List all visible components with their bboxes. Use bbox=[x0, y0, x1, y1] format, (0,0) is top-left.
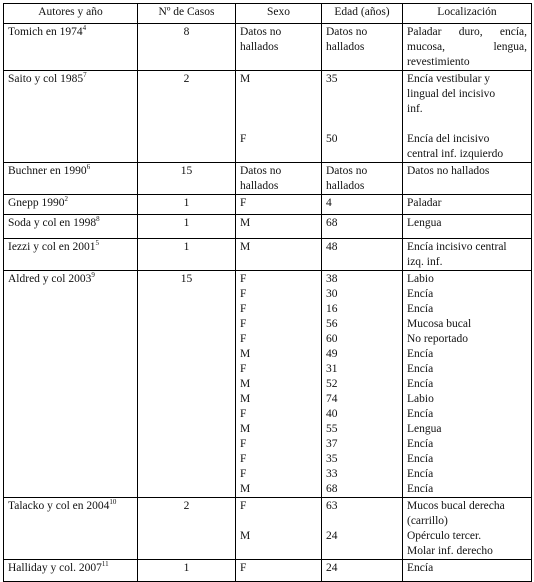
location-value: Encía bbox=[407, 408, 434, 420]
blank-line bbox=[240, 514, 317, 529]
location-value: Datos no hallados bbox=[407, 165, 490, 177]
sex-value: hallados bbox=[240, 180, 279, 192]
author-name: Tomich en 1974 bbox=[8, 26, 83, 38]
table-row bbox=[4, 239, 532, 271]
author-name: Saito y col 1985 bbox=[8, 73, 84, 85]
sex-cell bbox=[236, 195, 322, 215]
location-value: Labio bbox=[407, 273, 434, 285]
sex-value: M bbox=[240, 217, 251, 229]
author-name: Iezzi y col en 2001 bbox=[8, 241, 96, 253]
location-value: Opérculo tercer. bbox=[407, 530, 482, 542]
age-value: 49 bbox=[326, 348, 338, 360]
location-value: Encía bbox=[407, 348, 434, 360]
author-name: Talacko y col en 2004 bbox=[8, 500, 110, 512]
location-value: (carrillo) bbox=[407, 515, 448, 527]
location-value: izq. inf. bbox=[407, 256, 443, 268]
sex-value: F bbox=[240, 468, 247, 480]
location-value: Encía bbox=[407, 303, 434, 315]
age-value: hallados bbox=[326, 180, 365, 192]
reference-number: 6 bbox=[86, 163, 91, 172]
author-cell bbox=[4, 215, 138, 239]
location-cell bbox=[403, 498, 532, 560]
table-row bbox=[4, 498, 532, 560]
age-value: 35 bbox=[326, 73, 338, 85]
header-edad: Edad (años) bbox=[322, 4, 403, 24]
sex-value: F bbox=[240, 288, 247, 300]
cases-cell: 8 bbox=[138, 24, 236, 71]
location-value: Encía bbox=[407, 438, 434, 450]
location-value: central inf. izquierdo bbox=[407, 148, 504, 160]
sex-cell bbox=[236, 560, 322, 582]
age-cell bbox=[322, 24, 403, 71]
location-cell bbox=[403, 24, 532, 71]
location-value: Encía bbox=[407, 468, 434, 480]
age-value: 52 bbox=[326, 378, 338, 390]
sex-value: M bbox=[240, 378, 251, 390]
author-cell bbox=[4, 271, 138, 498]
author-cell bbox=[4, 24, 138, 71]
location-value: Molar inf. derecho bbox=[407, 545, 493, 557]
sex-value: F bbox=[240, 438, 247, 450]
location-value: Encía del incisivo bbox=[407, 133, 490, 145]
location-value: Paladar bbox=[407, 197, 442, 209]
author-cell bbox=[4, 71, 138, 163]
location-cell bbox=[403, 271, 532, 498]
sex-value: M bbox=[240, 241, 251, 253]
header-autores: Autores y año bbox=[4, 4, 138, 24]
table-row bbox=[4, 71, 532, 163]
age-value: 30 bbox=[326, 288, 338, 300]
sex-cell bbox=[236, 239, 322, 271]
location-value: lingual del incisivo bbox=[407, 88, 496, 100]
sex-cell bbox=[236, 163, 322, 195]
reference-number: 7 bbox=[83, 71, 87, 80]
author-name: Aldred y col 2003 bbox=[8, 273, 92, 285]
cases-cell: 1 bbox=[138, 215, 236, 239]
cases-cell: 1 bbox=[138, 195, 236, 215]
age-value: 74 bbox=[326, 393, 338, 405]
reference-number: 8 bbox=[96, 215, 100, 224]
sex-cell bbox=[236, 24, 322, 71]
location-value: Encía bbox=[407, 483, 434, 495]
age-value: 63 bbox=[326, 500, 338, 512]
sex-value: Datos no hallados bbox=[240, 26, 282, 53]
location-value: Lengua bbox=[407, 217, 442, 229]
table-body bbox=[4, 24, 532, 582]
table-row bbox=[4, 271, 532, 498]
location-cell bbox=[403, 163, 532, 195]
author-name: Halliday y col. 2007 bbox=[8, 562, 102, 574]
location-value: Encía bbox=[407, 288, 434, 300]
sex-value: F bbox=[240, 333, 247, 345]
table-row bbox=[4, 215, 532, 239]
location-value: inf. bbox=[407, 103, 423, 115]
sex-value: F bbox=[240, 197, 247, 209]
location-value: Mucosa bucal bbox=[407, 318, 472, 330]
age-value: 48 bbox=[326, 241, 338, 253]
header-casos: Nº de Casos bbox=[138, 4, 236, 24]
sex-value: M bbox=[240, 423, 251, 435]
age-cell bbox=[322, 195, 403, 215]
cases-cell: 15 bbox=[138, 163, 236, 195]
age-value: 38 bbox=[326, 273, 338, 285]
location-cell bbox=[403, 239, 532, 271]
age-value: 55 bbox=[326, 423, 338, 435]
location-value: Lengua bbox=[407, 423, 442, 435]
table-row bbox=[4, 560, 532, 582]
sex-value: F bbox=[240, 562, 247, 574]
age-value: 24 bbox=[326, 562, 338, 574]
location-value: Encía incisivo central bbox=[407, 241, 507, 253]
location-cell bbox=[403, 560, 532, 582]
sex-value: F bbox=[240, 408, 247, 420]
table-row bbox=[4, 195, 532, 215]
cases-cell: 15 bbox=[138, 271, 236, 498]
location-cell bbox=[403, 215, 532, 239]
age-value: 24 bbox=[326, 530, 338, 542]
sex-value: M bbox=[240, 530, 251, 542]
age-cell bbox=[322, 498, 403, 560]
age-value: 37 bbox=[326, 438, 338, 450]
age-value: 16 bbox=[326, 303, 338, 315]
reference-number: 2 bbox=[64, 195, 69, 204]
location-value: Encía bbox=[407, 378, 434, 390]
location-value: Mucos bucal derecha bbox=[407, 500, 505, 512]
location-value: Encía bbox=[407, 453, 434, 465]
location-cell bbox=[403, 71, 532, 163]
sex-value: F bbox=[240, 453, 247, 465]
sex-value: M bbox=[240, 73, 251, 85]
blank-line bbox=[326, 117, 398, 132]
author-cell bbox=[4, 498, 138, 560]
blank-line bbox=[240, 117, 317, 132]
age-value: 35 bbox=[326, 453, 338, 465]
sex-value: F bbox=[240, 303, 247, 315]
table-container bbox=[3, 3, 532, 582]
age-cell bbox=[322, 560, 403, 582]
age-cell bbox=[322, 215, 403, 239]
age-value: 60 bbox=[326, 333, 338, 345]
author-name: Gnepp 1990 bbox=[8, 197, 65, 209]
age-value: 68 bbox=[326, 217, 338, 229]
cases-cell: 2 bbox=[138, 498, 236, 560]
cases-cell: 1 bbox=[138, 239, 236, 271]
age-value: 40 bbox=[326, 408, 338, 420]
sex-value: F bbox=[240, 363, 247, 375]
age-cell bbox=[322, 271, 403, 498]
sex-value: M bbox=[240, 483, 251, 495]
author-cell bbox=[4, 239, 138, 271]
blank-line bbox=[240, 87, 317, 102]
sex-value: F bbox=[240, 500, 247, 512]
sex-cell bbox=[236, 71, 322, 163]
blank-line bbox=[407, 117, 527, 132]
blank-line bbox=[326, 102, 398, 117]
sex-value: M bbox=[240, 393, 251, 405]
age-value: 31 bbox=[326, 363, 338, 375]
author-cell bbox=[4, 195, 138, 215]
header-localizacion: Localización bbox=[403, 4, 532, 24]
cases-cell: 1 bbox=[138, 560, 236, 582]
author-cell bbox=[4, 560, 138, 582]
blank-line bbox=[326, 514, 398, 529]
age-value: 56 bbox=[326, 318, 338, 330]
reference-number: 10 bbox=[109, 498, 117, 507]
reference-number: 11 bbox=[101, 560, 109, 569]
reference-number: 9 bbox=[91, 271, 95, 280]
author-cell bbox=[4, 163, 138, 195]
location-value: Paladar duro, encía, mucosa, lengua, revestimiento bbox=[407, 26, 527, 68]
sex-value: Datos no bbox=[240, 165, 282, 177]
header-row bbox=[4, 4, 532, 24]
sex-value: F bbox=[240, 133, 247, 145]
age-value: 4 bbox=[326, 197, 332, 209]
location-value: Encía bbox=[407, 363, 434, 375]
cases-cell: 2 bbox=[138, 71, 236, 163]
sex-value: F bbox=[240, 318, 247, 330]
age-value: 68 bbox=[326, 483, 338, 495]
sex-value: M bbox=[240, 348, 251, 360]
age-cell bbox=[322, 163, 403, 195]
location-value: No reportado bbox=[407, 333, 468, 345]
age-value: Datos no hallados bbox=[326, 26, 368, 53]
sex-cell bbox=[236, 215, 322, 239]
age-value: 50 bbox=[326, 133, 338, 145]
age-value: 33 bbox=[326, 468, 338, 480]
location-value: Encía vestibular y bbox=[407, 73, 491, 85]
blank-line bbox=[326, 87, 398, 102]
blank-line bbox=[240, 102, 317, 117]
table-row bbox=[4, 163, 532, 195]
location-value: Labio bbox=[407, 393, 434, 405]
location-cell bbox=[403, 195, 532, 215]
case-table bbox=[3, 3, 532, 582]
author-name: Soda y col en 1998 bbox=[8, 217, 97, 229]
sex-value: F bbox=[240, 273, 247, 285]
age-cell bbox=[322, 239, 403, 271]
author-name: Buchner en 1990 bbox=[8, 165, 87, 177]
age-cell bbox=[322, 71, 403, 163]
table-row bbox=[4, 24, 532, 71]
sex-cell bbox=[236, 271, 322, 498]
reference-number: 4 bbox=[82, 24, 87, 33]
reference-number: 5 bbox=[95, 239, 99, 248]
sex-cell bbox=[236, 498, 322, 560]
age-value: Datos no bbox=[326, 165, 368, 177]
header-sexo: Sexo bbox=[236, 4, 322, 24]
location-value: Encía bbox=[407, 562, 434, 574]
